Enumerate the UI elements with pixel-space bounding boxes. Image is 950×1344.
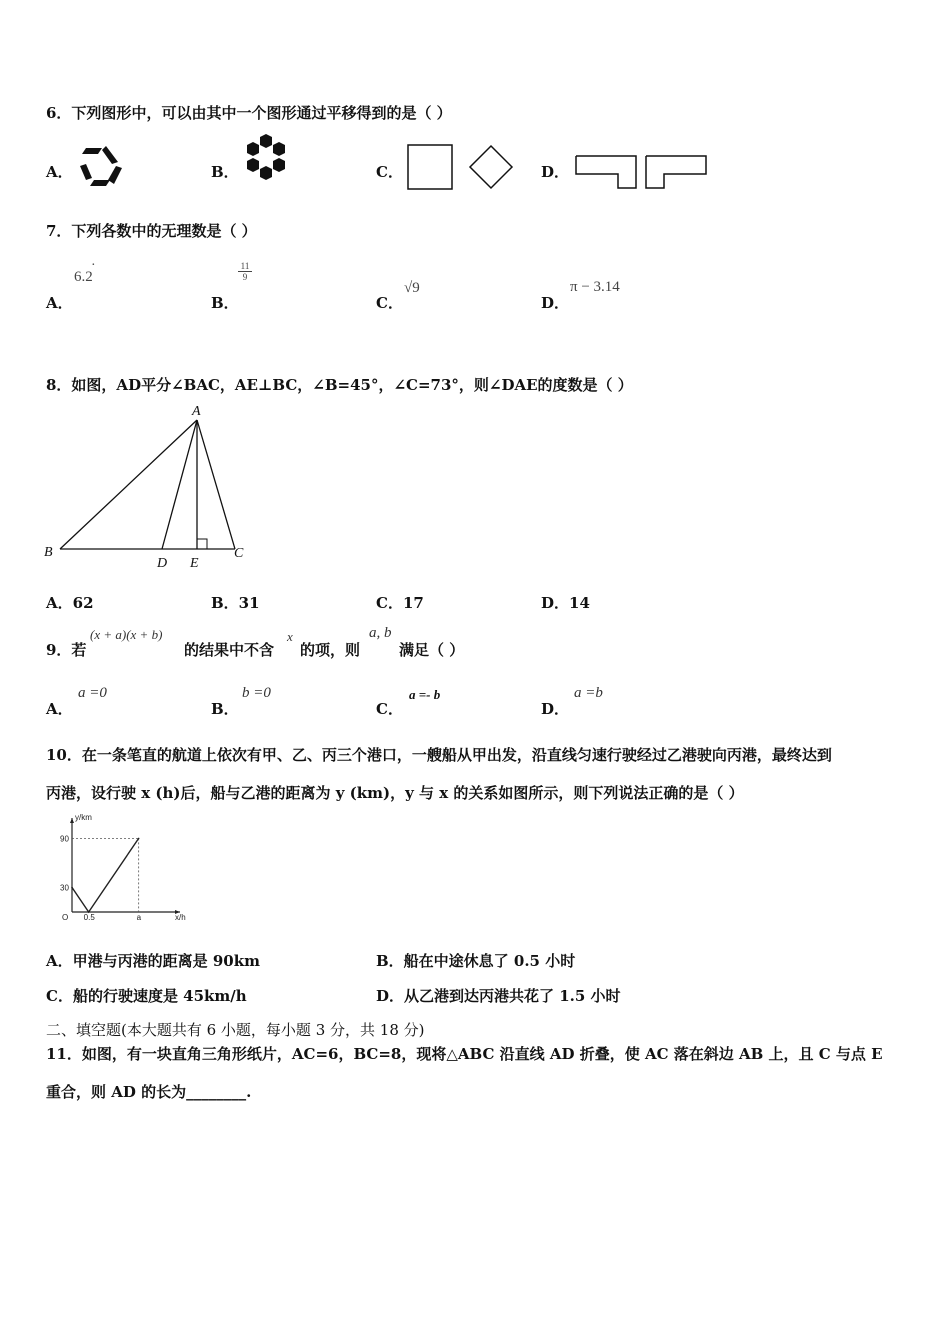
x-tick-label-a: a [136,913,142,922]
q9-option-a-value: a =0 [78,685,107,701]
question-10-line1: 10．在一条笔直的航道上依次有甲、乙、丙三个港口，一艘船从甲出发，沿直线匀速行驶经过乙港驶向丙港，最终达到 [46,746,832,764]
data-point [71,887,73,889]
q8-option-c: C．17 [376,594,424,612]
point-label-d: D [157,556,168,571]
question-11-line2: 重合，则 AD 的长为________. [46,1083,252,1101]
question-9-mid: 的结果中不含 [184,641,275,659]
q7-value-b-fraction [238,261,252,282]
data-point [138,838,140,840]
q7-value-a-repeat-dot: · [91,258,96,273]
q6-option-d-label: D． [541,163,570,181]
y-axis-arrow [70,818,74,823]
q7-option-b-label: B． [211,294,239,312]
segment-ad [162,420,197,549]
q6-option-c-label: C． [376,163,403,181]
question-9-mid2: 的项，则 [300,641,361,659]
q10-option-d: D．从乙港到达丙港共花了 1.5 小时 [376,987,621,1005]
question-6-text: 6．下列图形中，可以由其中一个图形通过平移得到的是（ ） [46,104,452,122]
q8-option-d: D．14 [541,594,590,612]
question-9-vars: a, b [369,625,392,641]
y-tick-label-90: 90 [60,834,69,844]
vertex-label-b: B [44,545,53,560]
q9-option-a-label: A． [46,700,73,718]
question-11-line1: 11．如图，有一块直角三角形纸片，AC=6，BC=8，现将△ABC 沿直线 AD 折叠，使 AC 落在斜边 AB 上，且 C 与点 E [46,1045,883,1063]
q6-figure-b-icon [238,132,298,192]
question-9-suffix: 满足（ ） [399,641,465,659]
x-tick-label-0-5: 0.5 [83,913,95,922]
point-label-e: E [190,556,199,571]
q8-option-a: A．62 [46,594,94,612]
question-8-text: 8．如图，AD平分∠BAC，AE⊥BC，∠B=45°，∠C=73°，则∠DAE的度数是（ ） [46,376,633,394]
q9-option-d-label: D． [541,700,570,718]
q7-option-c-label: C． [376,294,403,312]
right-angle-mark [197,539,207,549]
q6-option-a-label: A． [46,163,73,181]
q10-distance-time-chart [58,813,186,925]
series-line [72,838,139,912]
q7-value-c: √9 [404,280,420,296]
q7-option-a-label: A． [46,294,73,312]
q7-value-a-number: 6.2 [74,269,93,285]
q6-option-b-label: B． [211,163,239,181]
question-7-text: 7．下列各数中的无理数是（ ） [46,222,257,240]
q7-value-b-numerator: 11 [240,261,250,271]
y-axis-label: y/km [75,813,92,822]
section-2-heading: 二、填空题(本大题共有 6 小题，每小题 3 分，共 18 分) [46,1021,425,1039]
q6-figure-d-icon [574,152,714,192]
q9-option-d-value: a =b [574,685,603,701]
q7-value-a [74,258,96,286]
question-9-prefix: 9．若 [46,641,87,659]
q10-option-a: A．甲港与丙港的距离是 90km [46,952,261,970]
q8-triangle-figure [40,400,260,575]
q10-option-b: B．船在中途休息了 0.5 小时 [376,952,576,970]
q7-value-d: π − 3.14 [570,279,620,295]
q6-figure-c-icon [406,143,516,191]
question-10-line2: 丙港，设行驶 x (h)后，船与乙港的距离为 y (km)，y 与 x 的关系如图所示，则下列说法正确的是（ ） [46,784,744,802]
vertex-label-a: A [192,404,201,419]
x-axis-label: x/h [175,913,186,922]
question-9-var: x [287,629,293,644]
tick-label-origin: O [62,913,69,922]
q7-value-b-denominator: 9 [238,271,252,282]
segment-ab [60,420,197,549]
q10-option-c: C．船的行驶速度是 45km/h [46,987,247,1005]
q9-option-c-label: C． [376,700,403,718]
y-tick-label-30: 30 [60,883,69,893]
q9-option-b-label: B． [211,700,239,718]
question-9-expression: (x + a)(x + b) [90,627,163,642]
q8-option-b: B．31 [211,594,260,612]
q6-figure-a-icon [76,140,132,192]
q9-option-c-value: a =- b [409,687,441,702]
q9-option-b-value: b =0 [242,685,271,701]
q7-option-d-label: D． [541,294,570,312]
vertex-label-c: C [234,546,244,561]
segment-ac [197,420,235,549]
